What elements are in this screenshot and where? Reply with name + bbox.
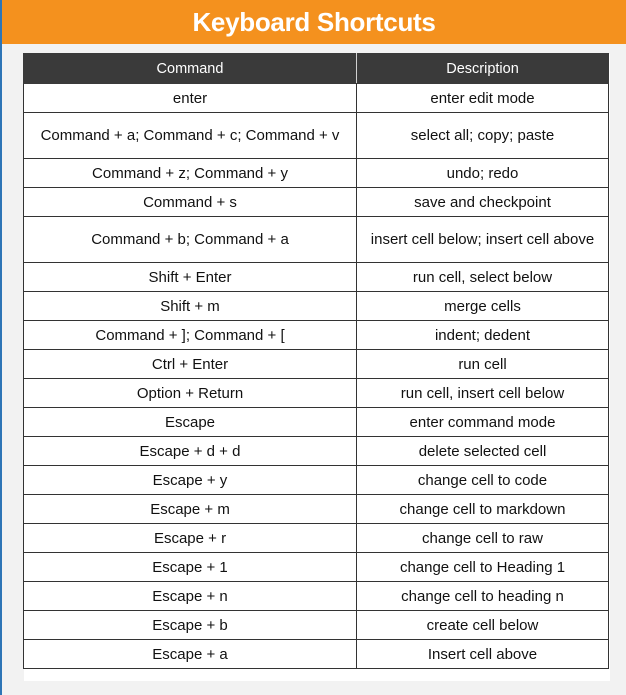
description-cell: delete selected cell bbox=[357, 437, 609, 466]
table-body bbox=[24, 84, 609, 669]
table-row bbox=[24, 640, 609, 669]
command-cell: Escape bbox=[24, 408, 357, 437]
table-row bbox=[24, 263, 609, 292]
description-cell: select all; copy; paste bbox=[357, 113, 609, 159]
table-row bbox=[24, 582, 609, 611]
command-cell: Escape + y bbox=[24, 466, 357, 495]
table-row bbox=[24, 350, 609, 379]
table-row bbox=[24, 188, 609, 217]
command-cell: Command + ]; Command + [ bbox=[24, 321, 357, 350]
description-cell: enter edit mode bbox=[357, 84, 609, 113]
description-cell: Insert cell above bbox=[357, 640, 609, 669]
command-cell: Command + z; Command + y bbox=[24, 159, 357, 188]
description-cell: run cell, insert cell below bbox=[357, 379, 609, 408]
table-row bbox=[24, 321, 609, 350]
description-cell: indent; dedent bbox=[357, 321, 609, 350]
table-row bbox=[24, 84, 609, 113]
command-cell: Escape + 1 bbox=[24, 553, 357, 582]
description-cell: change cell to heading n bbox=[357, 582, 609, 611]
table-row bbox=[24, 611, 609, 640]
column-header-description: Description bbox=[357, 54, 609, 84]
column-header-command: Command bbox=[24, 54, 357, 84]
description-cell: merge cells bbox=[357, 292, 609, 321]
description-cell: undo; redo bbox=[357, 159, 609, 188]
table-row bbox=[24, 524, 609, 553]
table-row bbox=[24, 379, 609, 408]
command-cell: Escape + b bbox=[24, 611, 357, 640]
command-cell: Command + a; Command + c; Command + v bbox=[24, 113, 357, 159]
command-cell: Ctrl + Enter bbox=[24, 350, 357, 379]
table-row bbox=[24, 437, 609, 466]
table-row bbox=[24, 495, 609, 524]
command-cell: Escape + d + d bbox=[24, 437, 357, 466]
table-row bbox=[24, 553, 609, 582]
description-cell: enter command mode bbox=[357, 408, 609, 437]
description-cell: change cell to Heading 1 bbox=[357, 553, 609, 582]
table-row bbox=[24, 466, 609, 495]
description-cell: run cell, select below bbox=[357, 263, 609, 292]
table-row bbox=[24, 159, 609, 188]
table-row bbox=[24, 292, 609, 321]
command-cell: Escape + n bbox=[24, 582, 357, 611]
title-banner bbox=[2, 0, 626, 44]
page-title: Keyboard Shortcuts bbox=[192, 6, 436, 37]
description-cell: insert cell below; insert cell above bbox=[357, 217, 609, 263]
command-cell: Escape + a bbox=[24, 640, 357, 669]
table-row bbox=[24, 217, 609, 263]
description-cell: create cell below bbox=[357, 611, 609, 640]
command-cell: Escape + m bbox=[24, 495, 357, 524]
command-cell: Shift + Enter bbox=[24, 263, 357, 292]
command-cell: Option + Return bbox=[24, 379, 357, 408]
table-row bbox=[24, 113, 609, 159]
command-cell: Command + b; Command + a bbox=[24, 217, 357, 263]
description-cell: change cell to markdown bbox=[357, 495, 609, 524]
command-cell: Shift + m bbox=[24, 292, 357, 321]
command-cell: Escape + r bbox=[24, 524, 357, 553]
description-cell: save and checkpoint bbox=[357, 188, 609, 217]
command-cell: Command + s bbox=[24, 188, 357, 217]
command-cell: enter bbox=[24, 84, 357, 113]
description-cell: change cell to code bbox=[357, 466, 609, 495]
table-row bbox=[24, 408, 609, 437]
table-header-row bbox=[24, 54, 609, 84]
description-cell: change cell to raw bbox=[357, 524, 609, 553]
description-cell: run cell bbox=[357, 350, 609, 379]
shortcuts-table bbox=[23, 53, 609, 669]
